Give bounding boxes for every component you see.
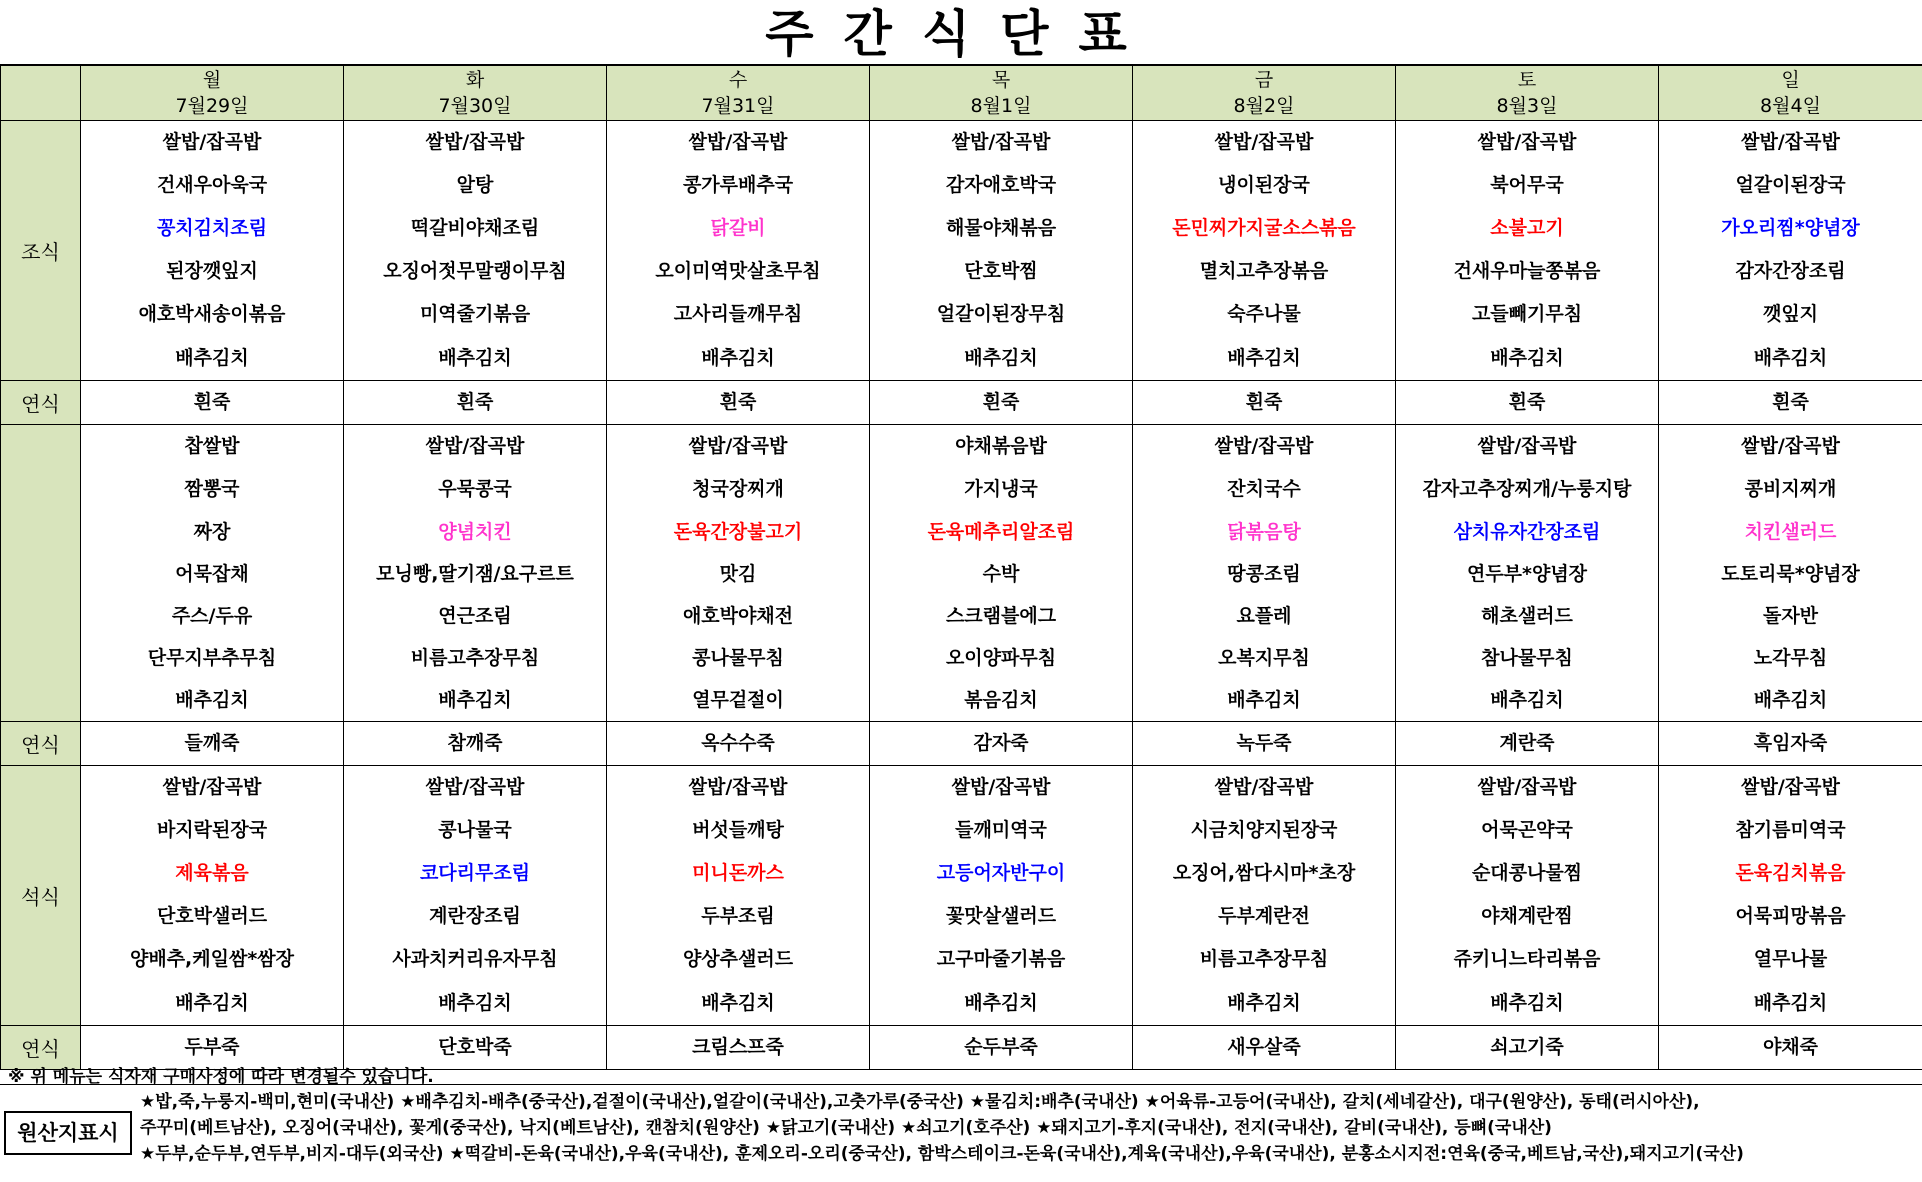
menu-item: 녹두죽 (1236, 732, 1292, 754)
menu-item: 오징어,쌈다시마*초장 (1172, 862, 1356, 884)
meal-label (1, 425, 81, 722)
menu-item: 쌀밥/잡곡밥 (425, 131, 525, 153)
menu-item: 배추김치 (175, 992, 249, 1014)
menu-item: 들깨미역국 (955, 819, 1047, 841)
menu-cell (1659, 121, 1922, 381)
menu-item: 바지락된장국 (156, 819, 268, 841)
menu-cell (344, 425, 607, 722)
day-date: 8월2일 (1233, 95, 1295, 117)
menu-item: 열무나물 (1753, 948, 1828, 970)
menu-item: 두부계란전 (1218, 905, 1310, 927)
menu-item: 감자죽 (973, 732, 1029, 754)
menu-item: 크림스프죽 (692, 1036, 784, 1058)
menu-item: 닭볶음탕 (1227, 521, 1301, 543)
menu-item: 열무겉절이 (692, 689, 784, 711)
menu-item: 고사리들깨무침 (673, 303, 803, 325)
menu-cell (1133, 766, 1396, 1026)
menu-item: 시금치양지된장국 (1190, 819, 1338, 841)
menu-item: 새우살죽 (1227, 1036, 1301, 1058)
menu-item: 쇠고기죽 (1490, 1036, 1564, 1058)
menu-item: 건새우아욱국 (156, 174, 268, 196)
menu-item: 우묵콩국 (438, 478, 512, 500)
menu-item: 어묵곤약국 (1481, 819, 1573, 841)
day-header (1133, 66, 1396, 121)
menu-item: 미니돈까스 (692, 862, 784, 884)
menu-change-note: ※ 위 메뉴는 식자재 구매사정에 따라 변경될수 있습니다. (8, 1067, 434, 1087)
menu-item: 도토리묵*양념장 (1721, 563, 1860, 585)
menu-cell (81, 381, 344, 425)
menu-item: 볶음김치 (964, 689, 1038, 711)
meal-label: 연식 (1, 381, 81, 425)
menu-item: 흰죽 (1508, 391, 1546, 413)
menu-item: 감자간장조림 (1735, 260, 1846, 282)
menu-item: 들깨죽 (184, 732, 240, 754)
day-date: 7월30일 (438, 95, 512, 117)
menu-item: 사과치커리유자무침 (392, 948, 558, 970)
menu-item: 돌자반 (1762, 605, 1819, 627)
page-title: 주간식단표 (0, 0, 1922, 65)
menu-item: 배추김치 (1753, 347, 1828, 369)
menu-item: 쌀밥/잡곡밥 (1741, 776, 1840, 798)
menu-item: 해물야채볶음 (945, 217, 1057, 239)
menu-item: 미역줄기볶음 (419, 303, 531, 325)
menu-item: 오복지무침 (1218, 647, 1310, 669)
origin-line: ★밥,죽,누룽지-백미,현미(국내산) ★배추김치-배추(중국산),겉절이(국내산),얼갈이(국내산),고춧가루(중국산) ★물김치:배추(국내산) ★어육류-고등어(국내산), 갈치(세네갈산), 대구(원양산), 동태(러시아산), (140, 1092, 1700, 1112)
day-name: 일 (1781, 69, 1800, 91)
menu-item: 흰죽 (1245, 391, 1283, 413)
meal-label: 연식 (1, 722, 81, 766)
menu-cell (1659, 722, 1922, 766)
menu-item: 고등어자반구이 (936, 862, 1066, 884)
menu-item: 쥬키니느타리볶음 (1453, 948, 1601, 970)
menu-item: 쌀밥/잡곡밥 (1741, 131, 1840, 153)
menu-cell (1396, 722, 1659, 766)
menu-cell (344, 381, 607, 425)
menu-item: 배추김치 (1227, 347, 1301, 369)
day-name: 수 (728, 69, 748, 91)
menu-item: 계란죽 (1499, 732, 1555, 754)
menu-cell (81, 766, 344, 1026)
menu-cell (1133, 722, 1396, 766)
menu-item: 배추김치 (438, 992, 512, 1014)
menu-item: 쌀밥/잡곡밥 (1214, 131, 1314, 153)
menu-item: 잔치국수 (1227, 478, 1301, 500)
menu-item: 연근조림 (438, 605, 512, 627)
menu-item: 냉이된장국 (1218, 174, 1310, 196)
menu-item: 참기름미역국 (1735, 819, 1846, 841)
menu-item: 쌀밥/잡곡밥 (688, 776, 788, 798)
menu-item: 숙주나물 (1227, 303, 1301, 325)
menu-item: 배추김치 (438, 347, 512, 369)
day-header (81, 66, 344, 121)
menu-cell (344, 766, 607, 1026)
menu-item: 야채볶음밥 (955, 435, 1047, 457)
menu-cell (607, 766, 870, 1026)
menu-item: 맛김 (719, 563, 757, 585)
day-name: 금 (1254, 69, 1274, 91)
menu-item: 비름고추장무침 (1199, 948, 1329, 970)
menu-cell (607, 381, 870, 425)
menu-item: 참나물무침 (1481, 647, 1573, 669)
menu-item: 배추김치 (1490, 992, 1564, 1014)
menu-item: 쌀밥/잡곡밥 (951, 776, 1051, 798)
menu-item: 단호박죽 (438, 1036, 512, 1058)
menu-item: 단무지부추무침 (147, 647, 277, 669)
menu-item: 꽃맛살샐러드 (945, 905, 1057, 927)
menu-item: 쌀밥/잡곡밥 (1214, 435, 1314, 457)
menu-cell (607, 121, 870, 381)
menu-cell (607, 722, 870, 766)
menu-item: 치킨샐러드 (1744, 521, 1837, 543)
menu-cell (81, 722, 344, 766)
menu-item: 야채죽 (1762, 1036, 1819, 1058)
origin-line: ★두부,순두부,연두부,비지-대두(외국산) ★떡갈비-돈육(국내산),우육(국내산), 훈제오리-오리(중국산), 함박스테이크-돈육(국내산),계육(국내산),우육(국내산), 분홍소시지전:연육(중국,베트남,국산),돼지고기(국산) (140, 1144, 1744, 1164)
menu-item: 배추김치 (964, 992, 1038, 1014)
menu-item: 흰죽 (456, 391, 494, 413)
menu-item: 두부죽 (184, 1036, 240, 1058)
day-name: 목 (991, 69, 1011, 91)
menu-item: 쌀밥/잡곡밥 (1741, 435, 1840, 457)
menu-item: 모닝빵,딸기잼/요구르트 (376, 563, 574, 585)
menu-item: 콩가루배추국 (682, 174, 794, 196)
menu-item: 콩나물국 (438, 819, 512, 841)
menu-cell (344, 722, 607, 766)
menu-item: 요플레 (1236, 605, 1292, 627)
menu-item: 계란장조림 (429, 905, 521, 927)
day-name: 토 (1517, 69, 1537, 91)
menu-item: 애호박새송이볶음 (138, 303, 286, 325)
origin-label: 원산지표시 (4, 1111, 132, 1155)
menu-cell (1133, 381, 1396, 425)
menu-item: 쌀밥/잡곡밥 (688, 131, 788, 153)
menu-item: 배추김치 (1490, 689, 1564, 711)
menu-cell (81, 121, 344, 381)
menu-item: 돈육간장불고기 (673, 521, 803, 543)
menu-cell (870, 722, 1133, 766)
menu-item: 떡갈비야채조림 (410, 217, 540, 239)
menu-item: 짜장 (193, 521, 231, 543)
menu-item: 쌀밥/잡곡밥 (162, 131, 262, 153)
menu-item: 단호박샐러드 (156, 905, 268, 927)
menu-item: 가오리찜*양념장 (1721, 217, 1860, 239)
day-name: 월 (202, 69, 222, 91)
day-name: 화 (465, 69, 485, 91)
menu-item: 스크램블에그 (945, 605, 1057, 627)
menu-item: 돈육메추리알조림 (927, 521, 1075, 543)
menu-item: 꽁치김치조림 (156, 217, 268, 239)
menu-item: 돈민찌가지굴소스볶음 (1172, 217, 1356, 239)
menu-item: 돈육김치볶음 (1735, 862, 1846, 884)
menu-item: 양배추,케일쌈*쌈장 (130, 948, 294, 970)
meal-label: 연식 (1, 1026, 81, 1070)
menu-item: 건새우마늘쫑볶음 (1453, 260, 1601, 282)
menu-item: 오징어젓무말랭이무침 (383, 260, 567, 282)
menu-item: 삼치유자간장조림 (1453, 521, 1601, 543)
menu-item: 배추김치 (1753, 992, 1828, 1014)
day-date: 8월1일 (970, 95, 1032, 117)
menu-cell (870, 121, 1133, 381)
menu-item: 배추김치 (701, 992, 775, 1014)
menu-item: 흰죽 (719, 391, 757, 413)
menu-item: 흰죽 (982, 391, 1020, 413)
weekly-menu-table (0, 65, 1922, 1070)
menu-item: 제육볶음 (175, 862, 249, 884)
menu-item: 참깨죽 (447, 732, 503, 754)
day-header (870, 66, 1133, 121)
menu-item: 고구마줄기볶음 (936, 948, 1066, 970)
day-header (1396, 66, 1659, 121)
menu-item: 오이미역맛살초무침 (655, 260, 821, 282)
menu-item: 멸치고추장볶음 (1199, 260, 1329, 282)
menu-item: 비름고추장무침 (410, 647, 540, 669)
menu-item: 양념치킨 (438, 521, 512, 543)
menu-item: 콩비지찌개 (1744, 478, 1837, 500)
menu-item: 흰죽 (193, 391, 231, 413)
menu-item: 배추김치 (1227, 992, 1301, 1014)
menu-item: 배추김치 (1227, 689, 1301, 711)
menu-item: 땅콩조림 (1227, 563, 1301, 585)
meal-label: 조식 (1, 121, 81, 381)
menu-item: 두부조림 (701, 905, 775, 927)
day-date: 8월3일 (1496, 95, 1558, 117)
menu-cell (1659, 381, 1922, 425)
menu-cell (81, 425, 344, 722)
menu-cell (1133, 425, 1396, 722)
menu-item: 짬뽕국 (184, 478, 240, 500)
day-header (1659, 66, 1922, 121)
menu-item: 어묵잡채 (175, 563, 249, 585)
menu-cell (870, 381, 1133, 425)
menu-item: 쌀밥/잡곡밥 (1477, 131, 1577, 153)
menu-item: 배추김치 (175, 347, 249, 369)
origin-section (0, 1084, 1922, 1182)
menu-item: 콩나물무침 (692, 647, 784, 669)
day-date: 7월29일 (175, 95, 249, 117)
menu-cell (607, 1026, 870, 1070)
menu-cell (1396, 1026, 1659, 1070)
menu-item: 배추김치 (1490, 347, 1564, 369)
menu-item: 쌀밥/잡곡밥 (425, 435, 525, 457)
menu-item: 배추김치 (1753, 689, 1828, 711)
menu-item: 양상추샐러드 (682, 948, 794, 970)
meal-label: 석식 (1, 766, 81, 1026)
menu-item: 쌀밥/잡곡밥 (951, 131, 1051, 153)
menu-item: 배추김치 (438, 689, 512, 711)
menu-item: 배추김치 (701, 347, 775, 369)
menu-item: 배추김치 (964, 347, 1038, 369)
header-corner (1, 66, 81, 121)
menu-cell (1396, 121, 1659, 381)
menu-item: 옥수수죽 (701, 732, 775, 754)
menu-item: 노각무침 (1753, 647, 1828, 669)
menu-cell (870, 425, 1133, 722)
menu-item: 깻잎지 (1762, 303, 1819, 325)
menu-item: 소불고기 (1490, 217, 1564, 239)
menu-item: 얼갈이된장국 (1735, 174, 1846, 196)
day-date: 7월31일 (701, 95, 775, 117)
menu-item: 쌀밥/잡곡밥 (1214, 776, 1314, 798)
menu-cell (1659, 766, 1922, 1026)
menu-item: 순두부죽 (964, 1036, 1038, 1058)
menu-item: 흑임자죽 (1753, 732, 1828, 754)
day-date: 8월4일 (1760, 95, 1821, 117)
menu-cell (1396, 766, 1659, 1026)
origin-line: 주꾸미(베트남산), 오징어(국내산), 꽃게(중국산), 낙지(베트남산), 캔참치(원양산) ★닭고기(국내산) ★쇠고기(호주산) ★돼지고기-후지(국내산), 전지(국내산), 갈비(국내산), 등뼈(국내산) (140, 1118, 1552, 1138)
menu-item: 북어무국 (1490, 174, 1564, 196)
menu-item: 감자고추장찌개/누룽지탕 (1422, 478, 1632, 500)
menu-cell (870, 1026, 1133, 1070)
menu-item: 버섯들깨탕 (692, 819, 784, 841)
menu-item: 흰죽 (1772, 391, 1809, 413)
menu-item: 가지냉국 (964, 478, 1038, 500)
menu-item: 고들빼기무침 (1471, 303, 1583, 325)
menu-cell (1133, 1026, 1396, 1070)
menu-item: 쌀밥/잡곡밥 (1477, 776, 1577, 798)
menu-item: 순대콩나물찜 (1471, 862, 1583, 884)
menu-item: 단호박찜 (964, 260, 1038, 282)
menu-item: 감자애호박국 (945, 174, 1057, 196)
menu-item: 코다리무조림 (419, 862, 531, 884)
menu-item: 쌀밥/잡곡밥 (1477, 435, 1577, 457)
menu-item: 야채계란찜 (1481, 905, 1573, 927)
day-header (344, 66, 607, 121)
menu-item: 수박 (982, 563, 1020, 585)
menu-item: 알탕 (456, 174, 494, 196)
menu-cell (607, 425, 870, 722)
menu-item: 닭갈비 (710, 217, 766, 239)
menu-item: 어묵피망볶음 (1735, 905, 1846, 927)
menu-item: 연두부*양념장 (1466, 563, 1588, 585)
menu-item: 찹쌀밥 (184, 435, 240, 457)
day-header (607, 66, 870, 121)
menu-item: 쌀밥/잡곡밥 (688, 435, 788, 457)
menu-cell (344, 121, 607, 381)
menu-item: 주스/두유 (171, 605, 253, 627)
menu-item: 배추김치 (175, 689, 249, 711)
menu-item: 얼갈이된장무침 (936, 303, 1066, 325)
menu-cell (1396, 381, 1659, 425)
menu-item: 오이양파무침 (945, 647, 1057, 669)
menu-item: 애호박야채전 (682, 605, 794, 627)
menu-item: 해초샐러드 (1481, 605, 1573, 627)
menu-item: 청국장찌개 (692, 478, 784, 500)
menu-cell (1396, 425, 1659, 722)
menu-cell (1659, 1026, 1922, 1070)
menu-cell (1133, 121, 1396, 381)
menu-item: 된장깻잎지 (166, 260, 258, 282)
menu-item: 쌀밥/잡곡밥 (162, 776, 262, 798)
menu-cell (1659, 425, 1922, 722)
menu-cell (870, 766, 1133, 1026)
menu-item: 쌀밥/잡곡밥 (425, 776, 525, 798)
